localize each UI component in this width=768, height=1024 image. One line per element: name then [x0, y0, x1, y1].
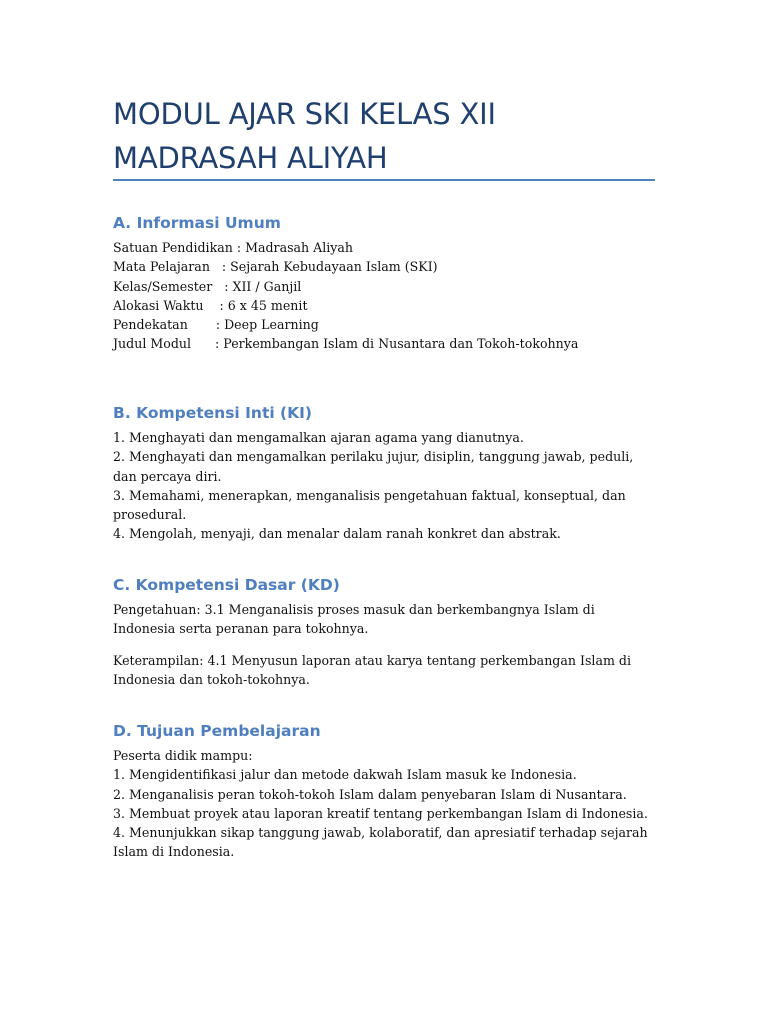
section-d-heading: D. Tujuan Pembelajaran — [113, 722, 321, 740]
section-c-heading: C. Kompetensi Dasar (KD) — [113, 576, 340, 594]
title-underline — [113, 179, 655, 181]
ki-item: 2. Menghayati dan mengamalkan perilaku jujur, disiplin, tanggung jawab, peduli, dan percaya diri. — [113, 449, 634, 484]
document-title: MODUL AJAR SKI KELAS XII MADRASAH ALIYAH — [113, 97, 496, 175]
section-a-heading: A. Informasi Umum — [113, 214, 281, 232]
ki-item: 1. Menghayati dan mengamalkan ajaran agama yang dianutnya. — [113, 430, 524, 445]
section-kompetensi-inti — [113, 402, 655, 544]
info-line-kelas: Kelas/Semester : XII / Ganjil — [113, 278, 302, 294]
kd-pengetahuan: Pengetahuan: 3.1 Menganalisis proses masuk dan berkembangnya Islam di Indonesia serta peranan para tokohnya. — [113, 602, 595, 637]
kd-keterampilan: Keterampilan: 4.1 Menyusun laporan atau karya tentang perkembangan Islam di Indonesia dan tokoh-tokohnya. — [113, 652, 631, 687]
section-informasi-umum — [113, 212, 655, 354]
info-line-judul: Judul Modul : Perkembangan Islam di Nusantara dan Tokoh-tokohnya — [113, 336, 579, 352]
info-line-satuan: Satuan Pendidikan : Madrasah Aliyah — [113, 240, 354, 255]
tujuan-item: 1. Mengidentifikasi jalur dan metode dakwah Islam masuk ke Indonesia. — [113, 767, 577, 783]
info-line-alokasi: Alokasi Waktu : 6 x 45 menit — [113, 297, 308, 313]
info-line-mapel: Mata Pelajaran : Sejarah Kebudayaan Islam (SKI) — [113, 259, 438, 275]
section-b-heading: B. Kompetensi Inti (KI) — [113, 404, 313, 422]
section-kompetensi-dasar — [113, 574, 655, 689]
tujuan-item: 2. Menganalisis peran tokoh-tokoh Islam dalam penyebaran Islam di Nusantara. — [113, 786, 627, 802]
tujuan-intro: Peserta didik mampu: — [113, 748, 253, 763]
ki-item: 4. Mengolah, menyaji, dan menalar dalam ranah konkret dan abstrak. — [113, 526, 561, 542]
info-line-pendekatan: Pendekatan : Deep Learning — [113, 317, 319, 333]
tujuan-item: 4. Menunjukkan sikap tanggung jawab, kolaboratif, dan apresiatif terhadap sejarah Islam di Indonesia. — [113, 825, 648, 860]
section-tujuan-pembelajaran — [113, 720, 655, 862]
tujuan-item: 3. Membuat proyek atau laporan kreatif tentang perkembangan Islam di Indonesia. — [113, 805, 648, 821]
ki-item: 3. Memahami, menerapkan, menganalisis pengetahuan faktual, konseptual, dan prosedural. — [113, 487, 626, 523]
